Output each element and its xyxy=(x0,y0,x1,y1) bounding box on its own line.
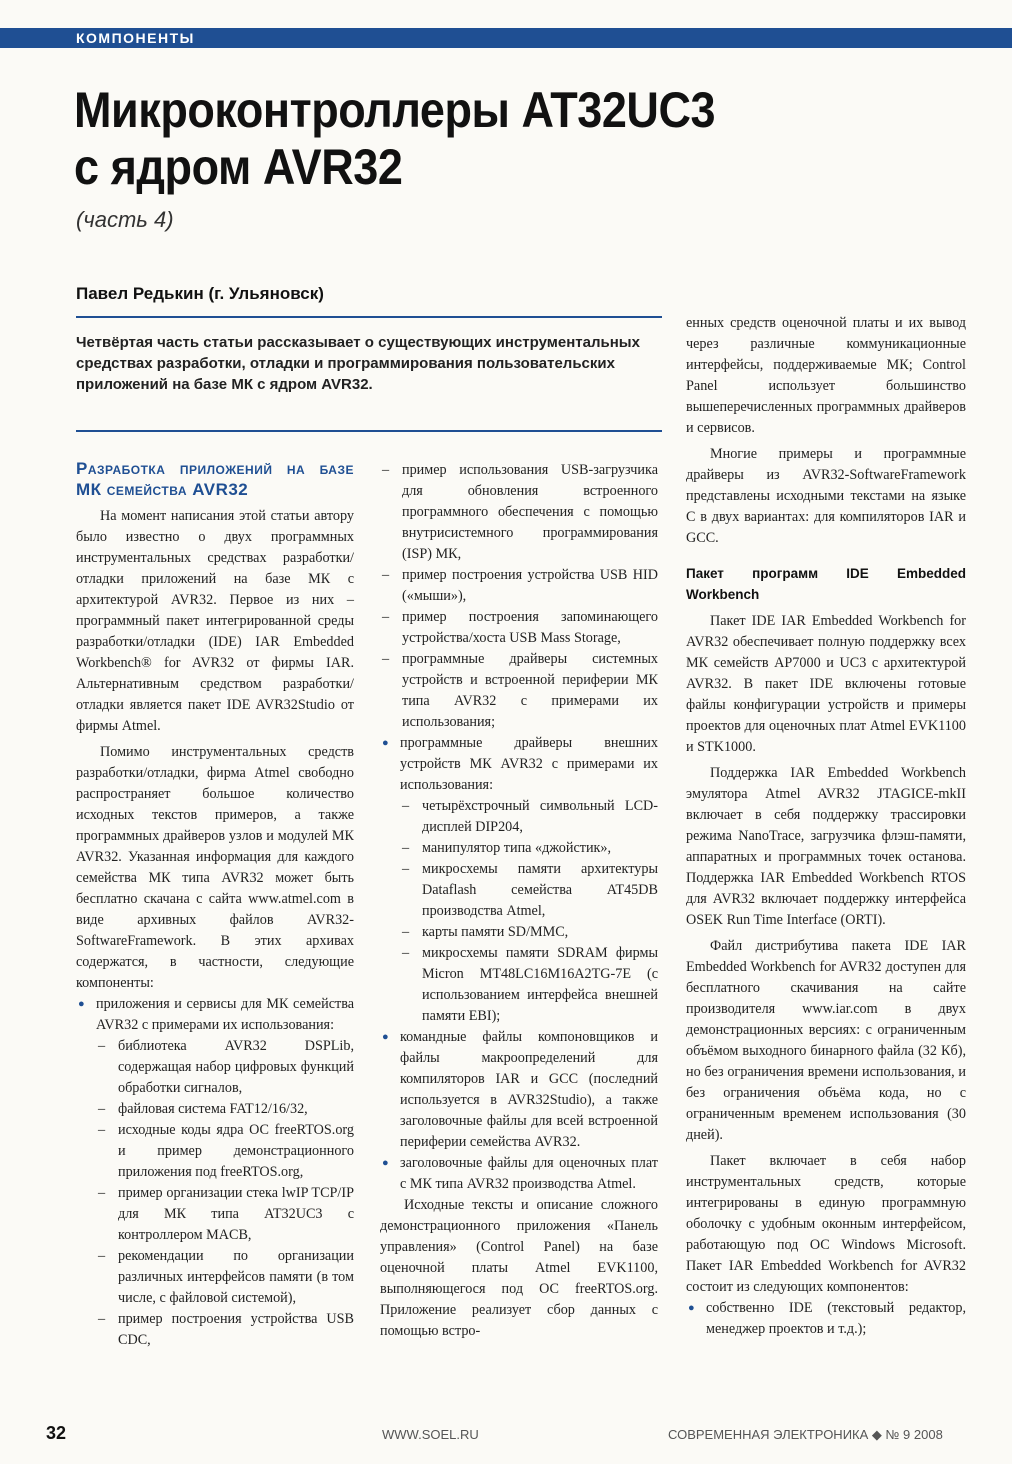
page-number: 32 xyxy=(46,1423,67,1443)
bullet-item: ● собственно IDE (текстовый редактор, менеджер проектов и т.д.); xyxy=(686,1298,966,1340)
dash-item: – пример использования USB-загрузчика для обновления встроенного программного обеспечения с помощью внутрисистемного программирования (ISP) МК, xyxy=(380,460,658,565)
dash-item: – четырёхстрочный символьный LCD-дисплей DIP204, xyxy=(400,796,658,838)
article-part: (часть 4) xyxy=(76,207,174,232)
continued-list xyxy=(380,460,658,733)
bullet-item: ● заголовочные файлы для оценочных плат с МК типа AVR32 производства Atmel. xyxy=(380,1153,658,1195)
dash-item: – микросхемы памяти архитектуры Dataflash семейства AT45DB производства Atmel, xyxy=(400,859,658,922)
bullet-item-continued xyxy=(380,460,658,733)
bullet-item xyxy=(380,733,658,1027)
dash-list xyxy=(400,796,658,1027)
dash-item: – манипулятор типа «джойстик», xyxy=(400,838,658,859)
bullet-list xyxy=(686,1298,966,1340)
section-heading: Разработка приложений на базе МК семейства AVR32 xyxy=(76,459,354,499)
title-line-1: Микроконтроллеры AT32UC3 xyxy=(74,82,716,138)
bullet-item: ● командные файлы компоновщиков и файлы макроопределений для компиляторов IAR и GCC (последний используется в AVR32Studio), а также заголовочные файлы для всей встроенной периферии семейства AVR32. xyxy=(380,1027,658,1153)
paragraph: Исходные тексты и описание сложного демонстрационного приложения «Панель управления» (Control Panel) на базе оценочной платы Atmel EVK1100, выполняющегося под ОС freeRTOS.org. Приложение реализует сбор данных с помощью встро- xyxy=(380,1197,658,1339)
dash-item: – пример построения устройства USB CDC, xyxy=(96,1309,354,1351)
article-title xyxy=(74,82,830,196)
paragraph: Файл дистрибутива пакета IDE IAR Embedded Workbench for AVR32 доступен для бесплатного скачивания на сайте производителя www.iar.com в двух демонстрационных версиях: с ограниченным объёмом выходного бинарного файла (32 Кб), но без ограничения времени использования, и без ограничения объёма кода, но с ограниченным временем использования (30 дней). xyxy=(686,938,966,1143)
paragraph: На момент написания этой статьи автору было известно о двух программных инструментальных средствах разработки/отладки приложений на базе МК с архитектурой AVR32. Первое из них – программный пакет интегрированной среды разработки/отладки (IDE) IAR Embedded Workbench® for AVR32 от фирмы IAR. Альтернативным средством разработки/отладки является пакет IDE AVR32Studio от фирмы Atmel. xyxy=(76,508,354,734)
dash-item: – файловая система FAT12/16/32, xyxy=(96,1099,354,1120)
lead-paragraph: Четвёртая часть статьи рассказывает о существующих инструментальных средствах разработки, отладки и программирования пользовательских приложений на базе МК с ядром AVR32. xyxy=(76,334,640,393)
subsection-heading: Пакет программ IDE Embedded Workbench xyxy=(686,566,966,602)
dash-list xyxy=(380,460,658,733)
dash-item: – программные драйверы системных устройств и встроенной периферии МК типа AVR32 с примерами их использования; xyxy=(380,649,658,733)
dash-item: – рекомендации по организации различных интерфейсов памяти (в том числе, с файловой системой), xyxy=(96,1246,354,1309)
bullet-list xyxy=(76,994,354,1351)
dash-item: – микросхемы памяти SDRAM фирмы Micron MT48LC16M16A2TG-7E (с использованием интерфейса внешней памяти EBI); xyxy=(400,943,658,1027)
dash-item: – библиотека AVR32 DSPLib, содержащая набор цифровых функций обработки сигналов, xyxy=(96,1036,354,1099)
lead-top-rule xyxy=(76,316,662,318)
bullet-list xyxy=(380,733,658,1195)
footer-magazine: СОВРЕМЕННАЯ ЭЛЕКТРОНИКА ◆ № 9 2008 xyxy=(668,1427,943,1442)
dash-item: – исходные коды ядра ОС freeRTOS.org и пример демонстрационного приложения под freeRTOS.org, xyxy=(96,1120,354,1183)
dash-item: – пример организации стека lwIP TCP/IP для МК типа AT32UC3 с контроллером MACB, xyxy=(96,1183,354,1246)
bullet-text: программные драйверы внешних устройств МК AVR32 с примерами их использования: xyxy=(400,735,658,793)
paragraph: Многие примеры и программные драйверы из AVR32-SoftwareFramework представлены исходными текстами на языке C в двух вариантах: для компиляторов IAR и GCC. xyxy=(686,446,966,546)
column-1 xyxy=(76,458,354,1351)
paragraph: Помимо инструментальных средств разработки/отладки, фирма Atmel свободно распространяет большое количество исходных текстов примеров, а также программных драйверов узлов и модулей МК AVR32. Указанная информация для каждого семейства МК типа AVR32 может быть бесплатно скачана с сайта www.atmel.com в виде архивных файлов AVR32-SoftwareFramework. В этих архивах содержатся, в частности, следующие компоненты: xyxy=(76,744,354,991)
paragraph: Пакет включает в себя набор инструментальных средств, которые интегрированы в единую программную оболочку с удобным оконным интерфейсом, работающую под ОС Windows Microsoft. Пакет IAR Embedded Workbench for AVR32 состоит из следующих компонентов: xyxy=(686,1153,966,1295)
paragraph: енных средств оценочной платы и их вывод через различные коммуникационные интерфейсы, поддерживаемые МК; Control Panel использует большинство вышеперечисленных программных драйверов и сервисов. xyxy=(686,315,966,436)
dash-item: – пример построения запоминающего устройства/хоста USB Mass Storage, xyxy=(380,607,658,649)
paragraph: Поддержка IAR Embedded Workbench эмулятора Atmel AVR32 JTAGICE-mkII включает в себя поддержку трассировки режима NanoTrace, загрузчика флэш-памяти, аппаратных и программных точек останова. Поддержка IAR Embedded Workbench RTOS для AVR32 включает поддержку интерфейса OSEK Run Time Interface (ORTI). xyxy=(686,765,966,928)
title-line-2: с ядром AVR32 xyxy=(74,139,403,195)
lead-bottom-rule xyxy=(76,430,662,432)
column-3 xyxy=(686,313,966,1340)
section-label: КОМПОНЕНТЫ xyxy=(76,30,195,46)
bullet-item xyxy=(76,994,354,1351)
dash-item: – пример построения устройства USB HID («мыши»), xyxy=(380,565,658,607)
dash-list xyxy=(96,1036,354,1351)
dash-item: – карты памяти SD/MMC, xyxy=(400,922,658,943)
footer-url: WWW.SOEL.RU xyxy=(382,1427,479,1442)
paragraph: Пакет IDE IAR Embedded Workbench for AVR32 обеспечивает полную поддержку всех МК семейств AP7000 и UC3 с архитектурой AVR32. В пакет IDE включены готовые файлы конфигурации устройств и примеры проектов для оценочных плат Atmel EVK1100 и STK1000. xyxy=(686,613,966,755)
column-2 xyxy=(380,460,658,1342)
author: Павел Редькин (г. Ульяновск) xyxy=(76,284,324,303)
bullet-text: приложения и сервисы для МК семейства AVR32 с примерами их использования: xyxy=(96,996,354,1033)
